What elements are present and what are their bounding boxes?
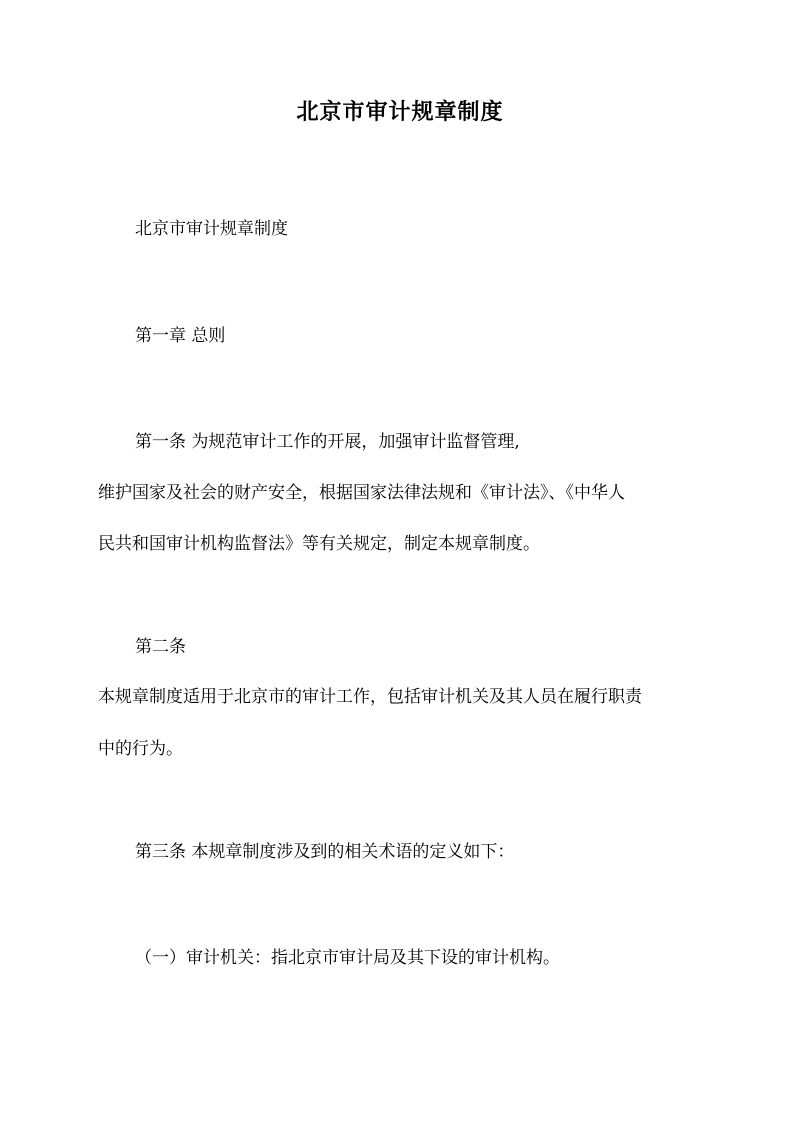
document-title: 北京市审计规章制度: [296, 99, 504, 125]
article-1-line-1: 第一条 为规范审计工作的开展，加强审计监督管理,: [135, 432, 520, 452]
article-3-line-1: 第三条 本规章制度涉及到的相关术语的定义如下：: [135, 842, 515, 862]
article-2-line-1: 第二条: [135, 637, 186, 657]
article-2-line-2: 本规章制度适用于北京市的审计工作，包括审计机关及其人员在履行职责: [98, 687, 642, 707]
article-1-line-3: 民共和国审计机构监督法》等有关规定，制定本规章制度。: [98, 534, 540, 554]
definition-1: （一）审计机关：指北京市审计局及其下设的审计机构。: [135, 948, 560, 968]
chapter-heading: 第一章 总则: [135, 326, 226, 346]
article-2-line-3: 中的行为。: [98, 739, 183, 759]
article-1-line-2: 维护国家及社会的财产安全，根据国家法律法规和《审计法》、《中华人: [98, 483, 625, 503]
document-subtitle: 北京市审计规章制度: [135, 219, 288, 239]
